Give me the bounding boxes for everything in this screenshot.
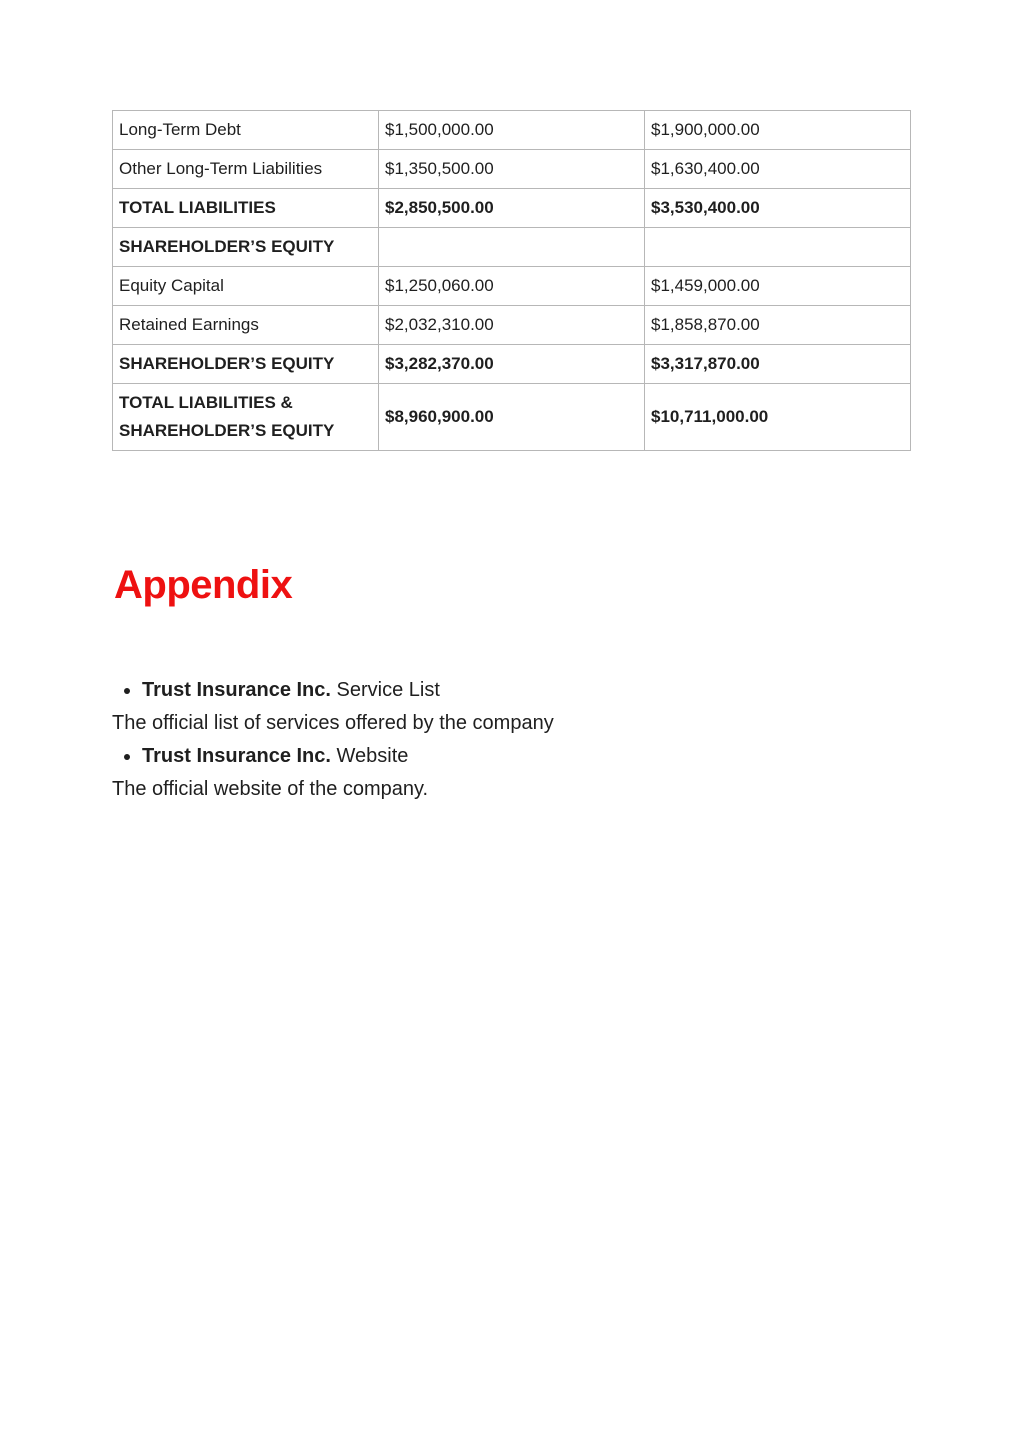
item-description: The official website of the company. [112,778,429,800]
row-label: Retained Earnings [113,306,379,345]
row-value-1: $1,500,000.00 [379,111,645,150]
row-label: SHAREHOLDER’S EQUITY [113,345,379,384]
row-label: Long-Term Debt [113,111,379,150]
table-row-grand-total [113,384,911,451]
table-row-total [113,189,911,228]
table-row [113,150,911,189]
table-row [113,111,911,150]
list-item [112,674,912,707]
item-title: Website [330,745,409,767]
bullet-icon [124,754,130,760]
balance-sheet-table [112,110,911,451]
row-value-2: $10,711,000.00 [645,384,911,451]
item-company-name: Trust Insurance Inc. [142,679,331,701]
row-value-1: $2,850,500.00 [379,189,645,228]
row-label: Equity Capital [113,267,379,306]
row-value-2: $3,317,870.00 [645,345,911,384]
row-value-1: $3,282,370.00 [379,345,645,384]
table-row [113,306,911,345]
row-value-2: $1,459,000.00 [645,267,911,306]
row-value-2: $1,858,870.00 [645,306,911,345]
row-value-1: $8,960,900.00 [379,384,645,451]
row-value-2: $3,530,400.00 [645,189,911,228]
appendix-list [112,674,912,806]
row-label: TOTAL LIABILITIES & SHAREHOLDER’S EQUITY [113,384,379,451]
table-row-total [113,345,911,384]
row-label: TOTAL LIABILITIES [113,189,379,228]
table-row [113,267,911,306]
list-item [112,740,912,773]
row-label: SHAREHOLDER’S EQUITY [113,228,379,267]
bullet-icon [124,688,130,694]
item-company-name: Trust Insurance Inc. [142,745,331,767]
row-value-1: $2,032,310.00 [379,306,645,345]
item-description: The official list of services offered by the company [112,712,554,734]
item-title: Service List [330,679,440,701]
row-value-1 [379,228,645,267]
row-value-2: $1,630,400.00 [645,150,911,189]
table-row-section-header [113,228,911,267]
row-value-1: $1,350,500.00 [379,150,645,189]
row-label: Other Long-Term Liabilities [113,150,379,189]
row-value-1: $1,250,060.00 [379,267,645,306]
row-value-2 [645,228,911,267]
row-value-2: $1,900,000.00 [645,111,911,150]
appendix-heading: Appendix [114,563,293,607]
